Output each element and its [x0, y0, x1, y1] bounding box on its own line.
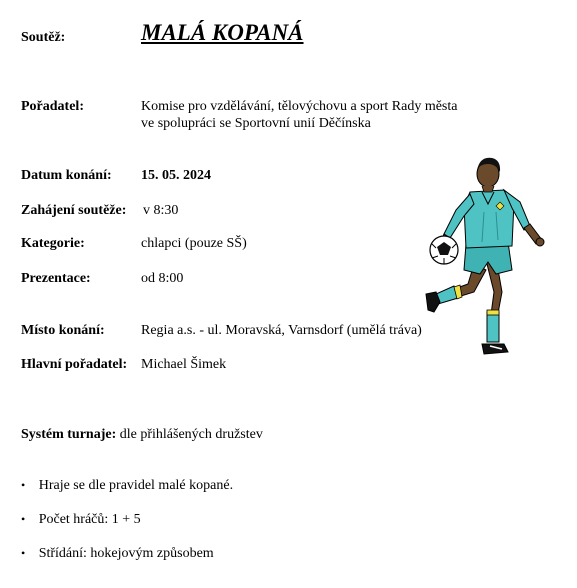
system-line — [21, 426, 263, 443]
registration-value: od 8:00 — [141, 271, 184, 286]
start-label: Zahájení soutěže: — [21, 203, 127, 218]
bullet: • — [21, 546, 26, 560]
system-label: Systém turnaje: — [21, 427, 117, 442]
rule-text: Počet hráčů: 1 + 5 — [38, 512, 141, 527]
system-value: dle přihlášených družstev — [119, 427, 263, 442]
organizer-label: Pořadatel: — [21, 99, 84, 114]
start-value: v 8:30 — [143, 203, 179, 218]
rule-text: Hraje se dle pravidel malé kopané. — [38, 478, 234, 493]
main-organizer-value: Michael Šimek — [141, 357, 227, 372]
bullet: • — [21, 478, 26, 492]
list-item — [21, 477, 233, 494]
bullet: • — [21, 512, 26, 526]
registration-label: Prezentace: — [21, 271, 91, 286]
organizer-line-1: Komise pro vzdělávání, tělovýchovu a sport Rady města — [141, 99, 458, 114]
category-label: Kategorie: — [21, 236, 85, 251]
rule-text: Střídání: hokejovým způsobem — [38, 546, 214, 561]
page-title: MALÁ KOPANÁ — [141, 20, 304, 45]
list-item — [21, 545, 214, 562]
competition-label: Soutěž: — [21, 30, 66, 45]
main-organizer-label: Hlavní pořadatel: — [21, 357, 128, 372]
date-label: Datum konání: — [21, 168, 112, 183]
venue-value: Regia a.s. - ul. Moravská, Varnsdorf (umělá tráva) — [141, 323, 422, 338]
category-value: chlapci (pouze SŠ) — [141, 236, 247, 251]
organizer-line-2: ve spolupráci se Sportovní unií Děčínska — [141, 116, 371, 131]
venue-label: Místo konání: — [21, 323, 105, 338]
list-item — [21, 511, 141, 528]
date-value: 15. 05. 2024 — [141, 168, 211, 183]
soccer-player-icon — [424, 152, 548, 366]
